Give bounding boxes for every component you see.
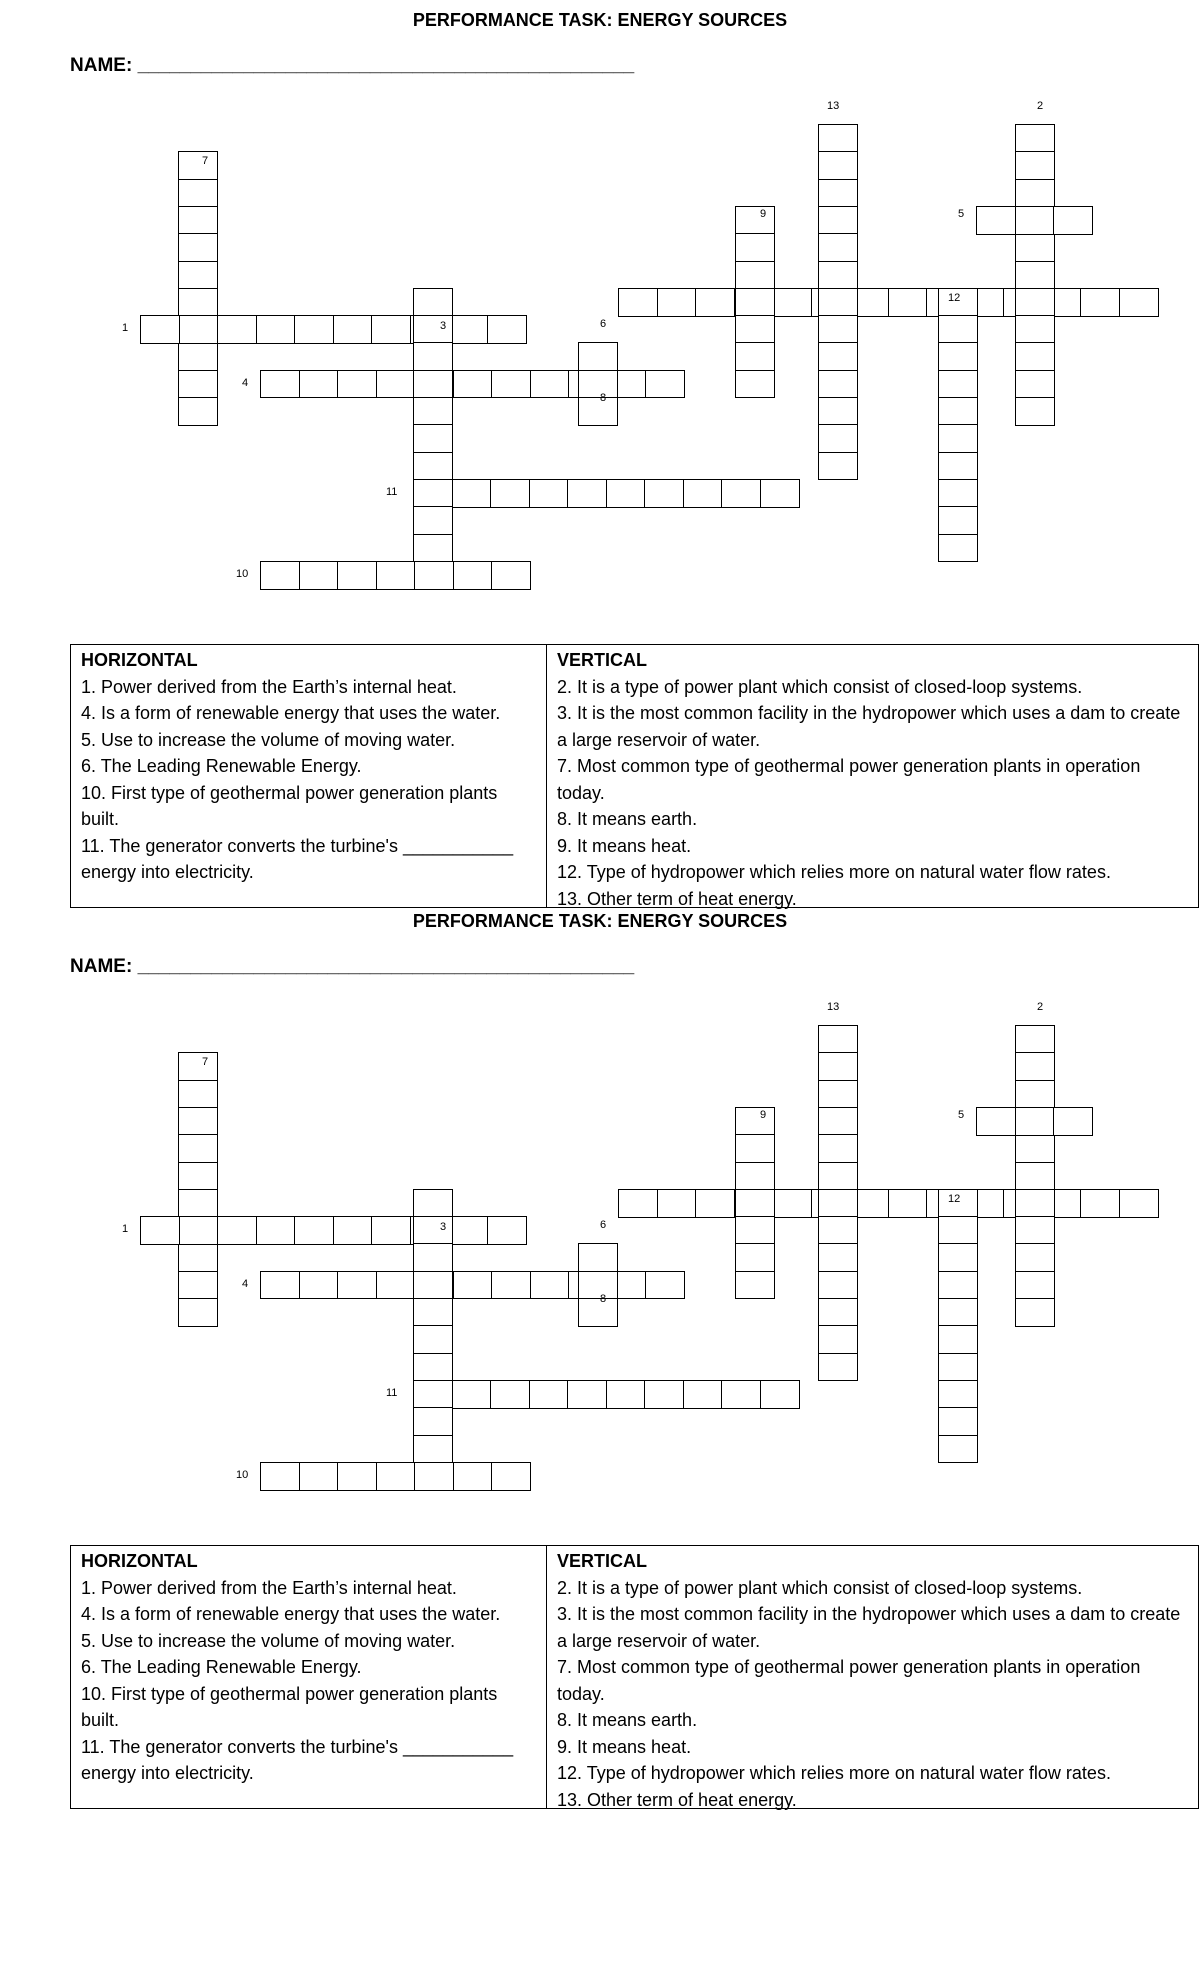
clue-number-10: 10 (236, 1468, 249, 1481)
clue-number-7: 7 (202, 1056, 209, 1068)
crossword-cell[interactable] (178, 1107, 218, 1136)
crossword-cell[interactable] (178, 342, 218, 371)
crossword-cell[interactable] (1015, 1025, 1055, 1054)
name-field[interactable] (70, 956, 634, 978)
crossword-cell[interactable] (1015, 1134, 1055, 1163)
vertical-clue-13: 13. Other term of heat energy. (557, 888, 797, 909)
crossword-cell[interactable] (644, 479, 684, 508)
crossword-cell[interactable] (818, 288, 858, 317)
crossword-cell[interactable] (487, 1216, 527, 1245)
clue-number-6: 6 (600, 318, 607, 330)
crossword-cell[interactable] (1015, 288, 1055, 317)
crossword-cell[interactable] (413, 315, 453, 344)
crossword-cell[interactable] (818, 1353, 858, 1382)
crossword-cell[interactable] (491, 561, 531, 590)
clue-number-2: 2 (1037, 100, 1044, 112)
crossword-cell[interactable] (217, 315, 257, 344)
clues-table (70, 1545, 1199, 1809)
crossword-cell[interactable] (818, 452, 858, 481)
horizontal-clues (71, 645, 547, 907)
crossword-cell[interactable] (490, 1380, 530, 1409)
crossword-cell[interactable] (938, 424, 978, 453)
horizontal-clue-11: 11. The generator converts the turbine's ___________ energy into electricity. (81, 1736, 514, 1783)
crossword-cell[interactable] (1015, 233, 1055, 262)
crossword-cell[interactable] (606, 479, 646, 508)
crossword-cell[interactable] (299, 1462, 339, 1491)
crossword-cell[interactable] (938, 315, 978, 344)
horizontal-clue-5: 5. Use to increase the volume of moving water. (81, 1630, 456, 1651)
crossword-cell[interactable] (487, 315, 527, 344)
crossword-cell[interactable] (735, 288, 775, 317)
name-label: NAME: (70, 55, 133, 76)
crossword-cell[interactable] (938, 1243, 978, 1272)
crossword-cell[interactable] (735, 342, 775, 371)
clue-number-1: 1 (122, 322, 129, 335)
horizontal-clue-6: 6. The Leading Renewable Energy. (81, 1657, 362, 1677)
crossword-cell[interactable] (1053, 206, 1093, 235)
horizontal-clue-6: 6. The Leading Renewable Energy. (81, 756, 362, 776)
crossword-cell[interactable] (1015, 1189, 1055, 1218)
crossword-cell[interactable] (695, 1189, 735, 1218)
crossword-cell[interactable] (413, 424, 453, 453)
crossword-cell[interactable] (333, 315, 373, 344)
crossword-cell[interactable] (260, 1462, 300, 1491)
crossword-cell[interactable] (578, 1243, 618, 1272)
crossword-cell[interactable] (818, 424, 858, 453)
crossword-cell[interactable] (938, 370, 978, 399)
crossword-cell[interactable] (333, 1216, 373, 1245)
crossword-cell[interactable] (294, 1216, 334, 1245)
crossword-cell[interactable] (721, 479, 761, 508)
clue-number-10: 10 (236, 567, 249, 580)
crossword-cell[interactable] (976, 206, 1016, 235)
crossword-cell[interactable] (735, 1134, 775, 1163)
crossword-cell[interactable] (695, 288, 735, 317)
crossword-cell[interactable] (818, 1271, 858, 1300)
crossword-cell[interactable] (578, 1271, 618, 1300)
crossword-cell[interactable] (413, 1243, 453, 1272)
crossword-cell[interactable] (178, 206, 218, 235)
crossword-cell[interactable] (337, 370, 377, 399)
crossword-cell[interactable] (735, 233, 775, 262)
vertical-clue-9: 9. It means heat. (557, 1736, 692, 1757)
crossword-cell[interactable] (376, 370, 416, 399)
crossword-cell[interactable] (337, 1271, 377, 1300)
crossword-cell[interactable] (1015, 1271, 1055, 1300)
worksheet-title: PERFORMANCE TASK: ENERGY SOURCES (412, 10, 788, 30)
crossword-cell[interactable] (1015, 315, 1055, 344)
crossword-cell[interactable] (140, 315, 180, 344)
crossword-cell[interactable] (938, 479, 978, 508)
crossword-cell[interactable] (683, 479, 723, 508)
horizontal-clues (71, 1546, 547, 1808)
clue-number-13: 13 (827, 1001, 840, 1013)
clue-number-11: 11 (386, 485, 398, 498)
crossword-cell[interactable] (529, 1380, 569, 1409)
crossword-cell[interactable] (530, 370, 570, 399)
name-line: _______________________________________________ (137, 55, 635, 76)
crossword-cell[interactable] (818, 370, 858, 399)
clue-number-8: 8 (600, 392, 607, 404)
clue-number-3: 3 (440, 320, 447, 332)
crossword-cell[interactable] (452, 479, 492, 508)
crossword-cell[interactable] (178, 1189, 218, 1218)
horizontal-clue-1: 1. Power derived from the Earth’s internal heat. (81, 676, 457, 697)
vertical-clue-3: 3. It is the most common facility in the hydropower which uses a dam to create a large reservoir of water. (557, 1604, 1181, 1651)
crossword-cell[interactable] (818, 261, 858, 290)
crossword-cell[interactable] (818, 1025, 858, 1054)
vertical-clue-9: 9. It means heat. (557, 835, 692, 856)
crossword-cell[interactable] (772, 288, 812, 317)
crossword-cell[interactable] (618, 288, 658, 317)
crossword-cell[interactable] (735, 1216, 775, 1245)
clue-number-8: 8 (600, 1293, 607, 1305)
crossword-cell[interactable] (299, 370, 339, 399)
vertical-clue-2: 2. It is a type of power plant which consist of closed-loop systems. (557, 1577, 1083, 1598)
crossword-cell[interactable] (178, 1080, 218, 1109)
crossword-cell[interactable] (413, 342, 453, 371)
crossword-cell[interactable] (657, 288, 697, 317)
crossword-cell[interactable] (413, 1407, 453, 1436)
crossword-cell[interactable] (178, 1134, 218, 1163)
crossword-cell[interactable] (645, 370, 685, 399)
clue-number-4: 4 (242, 376, 249, 389)
crossword-cell[interactable] (818, 1080, 858, 1109)
crossword-cell[interactable] (413, 288, 453, 317)
crossword-cell[interactable] (818, 1189, 858, 1218)
crossword-cell[interactable] (1080, 1189, 1120, 1218)
crossword-cell[interactable] (938, 1435, 978, 1464)
crossword-cell[interactable] (818, 1325, 858, 1354)
crossword-cell[interactable] (413, 1216, 453, 1245)
clue-number-12: 12 (948, 292, 961, 304)
crossword-cell[interactable] (413, 397, 453, 426)
crossword-cell[interactable] (938, 1298, 978, 1327)
crossword-cell[interactable] (1015, 179, 1055, 208)
crossword-cell[interactable] (1119, 1189, 1159, 1218)
horizontal-clue-10: 10. First type of geothermal power generation plants built. (81, 1683, 498, 1730)
crossword-cell[interactable] (618, 1189, 658, 1218)
worksheet-copy-1 (0, 0, 1200, 909)
crossword-cell[interactable] (490, 479, 530, 508)
crossword-cell[interactable] (938, 1380, 978, 1409)
crossword-cell[interactable] (735, 1107, 775, 1136)
crossword-cell[interactable] (260, 561, 300, 590)
crossword-cell[interactable] (644, 1380, 684, 1409)
crossword-cell[interactable] (529, 479, 569, 508)
crossword-cell[interactable] (735, 1162, 775, 1191)
crossword-cell[interactable] (818, 233, 858, 262)
crossword-cell[interactable] (413, 452, 453, 481)
crossword-cell[interactable] (179, 1216, 219, 1245)
crossword-cell[interactable] (530, 1271, 570, 1300)
crossword-cell[interactable] (413, 1298, 453, 1327)
crossword-cell[interactable] (818, 315, 858, 344)
crossword-cell[interactable] (453, 1462, 493, 1491)
crossword-cell[interactable] (578, 370, 618, 399)
clue-number-7: 7 (202, 155, 209, 167)
crossword-cell[interactable] (414, 1462, 454, 1491)
crossword-cell[interactable] (735, 370, 775, 399)
horizontal-clue-11: 11. The generator converts the turbine's ___________ energy into electricity. (81, 835, 514, 882)
crossword-cell[interactable] (818, 1243, 858, 1272)
crossword-cell[interactable] (888, 288, 928, 317)
crossword-cell[interactable] (178, 261, 218, 290)
crossword-cell[interactable] (735, 1243, 775, 1272)
crossword-cell[interactable] (376, 561, 416, 590)
crossword-cell[interactable] (1015, 1216, 1055, 1245)
crossword-cell[interactable] (938, 1353, 978, 1382)
clue-number-5: 5 (958, 208, 965, 220)
crossword-cell[interactable] (938, 1407, 978, 1436)
crossword-cell[interactable] (178, 1162, 218, 1191)
clues-table (70, 644, 1199, 908)
crossword-cell[interactable] (413, 1325, 453, 1354)
crossword-cell[interactable] (413, 1435, 453, 1464)
crossword-cell[interactable] (721, 1380, 761, 1409)
clue-number-13: 13 (827, 100, 840, 112)
crossword-cell[interactable] (1015, 1107, 1055, 1136)
crossword-cell[interactable] (735, 1189, 775, 1218)
crossword-cell[interactable] (818, 124, 858, 153)
crossword-cell[interactable] (178, 1298, 218, 1327)
crossword-cell[interactable] (760, 1380, 800, 1409)
clue-number-2: 2 (1037, 1001, 1044, 1013)
crossword-cell[interactable] (938, 342, 978, 371)
clue-number-9: 9 (760, 208, 767, 220)
crossword-cell[interactable] (371, 315, 411, 344)
crossword-cell[interactable] (376, 1462, 416, 1491)
crossword-cell[interactable] (938, 1325, 978, 1354)
crossword-cell[interactable] (1015, 1162, 1055, 1191)
clue-number-3: 3 (440, 1221, 447, 1233)
crossword-cell[interactable] (645, 1271, 685, 1300)
crossword-cell[interactable] (453, 1271, 493, 1300)
horizontal-clue-10: 10. First type of geothermal power generation plants built. (81, 782, 498, 829)
crossword-cell[interactable] (178, 1243, 218, 1272)
crossword-cell[interactable] (938, 534, 978, 563)
worksheet-copy-2 (0, 901, 1200, 1810)
vertical-clue-7: 7. Most common type of geothermal power generation plants in operation today. (557, 756, 1141, 803)
crossword-cell[interactable] (337, 1462, 377, 1491)
crossword-cell[interactable] (818, 342, 858, 371)
clue-number-11: 11 (386, 1386, 398, 1399)
crossword-cell[interactable] (657, 1189, 697, 1218)
crossword-cell[interactable] (178, 233, 218, 262)
crossword-cell[interactable] (491, 1462, 531, 1491)
crossword-cell[interactable] (772, 1189, 812, 1218)
name-field[interactable] (70, 55, 634, 77)
clue-number-4: 4 (242, 1277, 249, 1290)
crossword-cell[interactable] (1053, 1107, 1093, 1136)
crossword-cell[interactable] (578, 342, 618, 371)
crossword-cell[interactable] (818, 1216, 858, 1245)
crossword-cell[interactable] (256, 1216, 296, 1245)
crossword-cell[interactable] (818, 206, 858, 235)
crossword-cell[interactable] (337, 561, 377, 590)
crossword-cell[interactable] (1015, 1298, 1055, 1327)
horizontal-clue-4: 4. Is a form of renewable energy that uses the water. (81, 1604, 501, 1624)
vertical-clues (547, 645, 1198, 907)
horizontal-heading: HORIZONTAL (81, 1551, 198, 1571)
crossword-cell[interactable] (376, 1271, 416, 1300)
crossword-cell[interactable] (1015, 124, 1055, 153)
crossword-cell[interactable] (178, 288, 218, 317)
crossword-cell[interactable] (299, 1271, 339, 1300)
crossword-cell[interactable] (1015, 1080, 1055, 1109)
vertical-clue-12: 12. Type of hydropower which relies more on natural water flow rates. (557, 862, 1111, 882)
clue-number-12: 12 (948, 1193, 961, 1205)
crossword-cell[interactable] (938, 1216, 978, 1245)
vertical-clue-12: 12. Type of hydropower which relies more on natural water flow rates. (557, 1763, 1111, 1783)
crossword-cell[interactable] (818, 1107, 858, 1136)
crossword-cell[interactable] (413, 479, 453, 508)
crossword-cell[interactable] (413, 1380, 453, 1409)
crossword-cell[interactable] (1015, 1243, 1055, 1272)
name-line: _______________________________________________ (137, 956, 635, 977)
vertical-clue-7: 7. Most common type of geothermal power generation plants in operation today. (557, 1657, 1141, 1704)
clue-number-5: 5 (958, 1109, 965, 1121)
crossword-cell[interactable] (491, 1271, 531, 1300)
vertical-clue-13: 13. Other term of heat energy. (557, 1789, 797, 1810)
vertical-clues (547, 1546, 1198, 1808)
crossword-cell[interactable] (217, 1216, 257, 1245)
horizontal-clue-1: 1. Power derived from the Earth’s internal heat. (81, 1577, 457, 1598)
crossword-cell[interactable] (818, 151, 858, 180)
crossword-cell[interactable] (760, 479, 800, 508)
worksheet-title: PERFORMANCE TASK: ENERGY SOURCES (412, 911, 788, 931)
crossword-cell[interactable] (453, 561, 493, 590)
crossword-cell[interactable] (414, 561, 454, 590)
crossword-cell[interactable] (938, 452, 978, 481)
vertical-clue-8: 8. It means earth. (557, 1710, 698, 1730)
crossword-cell[interactable] (735, 206, 775, 235)
crossword-cell[interactable] (413, 370, 453, 399)
crossword-cell[interactable] (818, 1134, 858, 1163)
crossword-cell[interactable] (413, 534, 453, 563)
clue-number-1: 1 (122, 1223, 129, 1236)
crossword-cell[interactable] (976, 1107, 1016, 1136)
vertical-clue-2: 2. It is a type of power plant which consist of closed-loop systems. (557, 676, 1083, 697)
crossword-cell[interactable] (294, 315, 334, 344)
crossword-cell[interactable] (1015, 261, 1055, 290)
crossword-cell[interactable] (299, 561, 339, 590)
crossword-cell[interactable] (179, 315, 219, 344)
crossword-cell[interactable] (178, 397, 218, 426)
crossword-cell[interactable] (818, 397, 858, 426)
crossword-cell[interactable] (260, 370, 300, 399)
vertical-heading: VERTICAL (557, 1551, 647, 1571)
crossword-cell[interactable] (178, 1052, 218, 1081)
crossword-cell[interactable] (413, 1189, 453, 1218)
crossword-cell[interactable] (683, 1380, 723, 1409)
crossword-cell[interactable] (413, 1353, 453, 1382)
clue-number-9: 9 (760, 1109, 767, 1121)
crossword-cell[interactable] (178, 179, 218, 208)
crossword-cell[interactable] (938, 506, 978, 535)
crossword-cell[interactable] (938, 1271, 978, 1300)
crossword-cell[interactable] (260, 1271, 300, 1300)
crossword-cell[interactable] (413, 1271, 453, 1300)
crossword-cell[interactable] (1015, 370, 1055, 399)
crossword-cell[interactable] (178, 1271, 218, 1300)
crossword-cell[interactable] (1080, 288, 1120, 317)
crossword-cell[interactable] (1015, 151, 1055, 180)
crossword-cell[interactable] (818, 1162, 858, 1191)
crossword-cell[interactable] (1015, 1052, 1055, 1081)
vertical-clue-8: 8. It means earth. (557, 809, 698, 829)
crossword-cell[interactable] (178, 370, 218, 399)
crossword-cell[interactable] (1119, 288, 1159, 317)
crossword-cell[interactable] (140, 1216, 180, 1245)
vertical-heading: VERTICAL (557, 650, 647, 670)
crossword-cell[interactable] (938, 397, 978, 426)
crossword-cell[interactable] (818, 179, 858, 208)
crossword-cell[interactable] (452, 1380, 492, 1409)
crossword-cell[interactable] (448, 315, 488, 344)
horizontal-clue-5: 5. Use to increase the volume of moving water. (81, 729, 456, 750)
name-label: NAME: (70, 956, 133, 977)
crossword-cell[interactable] (735, 1271, 775, 1300)
crossword-cell[interactable] (413, 506, 453, 535)
crossword-cell[interactable] (448, 1216, 488, 1245)
crossword-cell[interactable] (178, 151, 218, 180)
crossword-cell[interactable] (567, 1380, 607, 1409)
horizontal-heading: HORIZONTAL (81, 650, 198, 670)
clue-number-6: 6 (600, 1219, 607, 1231)
crossword-cell[interactable] (256, 315, 296, 344)
crossword-cell[interactable] (578, 1298, 618, 1327)
crossword-cell[interactable] (491, 370, 531, 399)
crossword-cell[interactable] (735, 315, 775, 344)
crossword-cell[interactable] (453, 370, 493, 399)
crossword-cell[interactable] (735, 261, 775, 290)
crossword-cell[interactable] (606, 1380, 646, 1409)
crossword-cell[interactable] (567, 479, 607, 508)
crossword-cell[interactable] (1015, 342, 1055, 371)
crossword-cell[interactable] (888, 1189, 928, 1218)
vertical-clue-3: 3. It is the most common facility in the hydropower which uses a dam to create a large reservoir of water. (557, 703, 1181, 750)
horizontal-clue-4: 4. Is a form of renewable energy that uses the water. (81, 703, 501, 723)
crossword-cell[interactable] (371, 1216, 411, 1245)
crossword-cell[interactable] (1015, 206, 1055, 235)
crossword-cell[interactable] (1015, 397, 1055, 426)
crossword-cell[interactable] (818, 1298, 858, 1327)
crossword-cell[interactable] (818, 1052, 858, 1081)
crossword-cell[interactable] (578, 397, 618, 426)
